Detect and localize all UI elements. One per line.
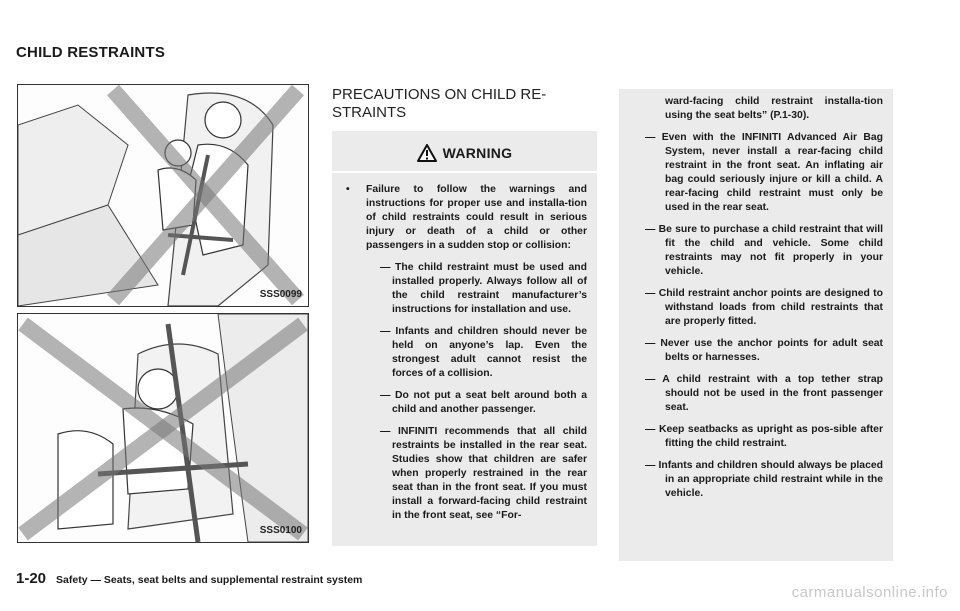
warning-subitem: — Infants and children should never be held on anyone’s lap. Even the strongest adult cannot resist the forces of a collision. [380,326,587,379]
warning-item: — A child restraint with a top tether strap should not be used in the front passenger seat. [645,374,883,413]
warning-subitem: — The child restraint must be used and installed properly. Always follow all of the child restraint manufacturer’s instructions for installation and use. [380,262,587,315]
warning-item: — Infants and children should always be placed in an appropriate child restraint while in the vehicle. [645,460,883,499]
continuation-text: ward-facing child restraint installa-tion using the seat belts” (P.1-30). [665,96,883,121]
warning-title: WARNING [442,145,513,161]
bullet-dot-icon: • [346,184,350,195]
figure-code: SSS0100 [259,525,302,536]
warning-continuation-box [619,89,893,561]
section-title: CHILD RESTRAINTS [16,44,166,61]
illustration-shared-seat-belt [17,313,309,543]
warning-item: — Keep seatbacks as upright as pos-sible after fitting the child restraint. [645,424,883,449]
warning-header [332,135,597,173]
warning-subitem: — INFINITI recommends that all child restraints be installed in the rear seat. Studies show that children are safer when properly restrained in the rear seat than in the front seat. If you must install a forward-facing child restraint in the front seat, see “For- [380,426,587,521]
warning-item: — Even with the INFINITI Advanced Air Bag System, never install a rear-facing child restraint in the front seat. An inflating air bag could seriously injure or kill a child. A rear-facing child restraint must only be used in the rear seat. [645,132,883,213]
figure-code: SSS0099 [259,289,302,300]
warning-bullet [344,183,587,253]
page-footer [16,570,362,587]
watermark: carmanualsonline.info [791,584,948,601]
footer-section-text: Safety — Seats, seat belts and supplemental restraint system [56,574,363,586]
illustration-child-on-lap-front-seat [17,84,309,307]
illustration-drawing [18,85,308,306]
warning-item: — Child restraint anchor points are designed to withstand loads from child restraints that are properly fitted. [645,288,883,327]
warning-triangle-icon [417,144,437,162]
warning-item: — Never use the anchor points for adult seat belts or harnesses. [645,338,883,363]
warning-item: — Be sure to purchase a child restraint that will fit the child and vehicle. Some child restraints may not fit properly in your vehicle. [645,224,883,277]
precautions-heading: PRECAUTIONS ON CHILD RE- STRAINTS [332,86,547,121]
warning-subitem: — Do not put a seat belt around both a child and another passenger. [380,390,587,415]
warning-bullet-text: Failure to follow the warnings and instructions for proper use and installa-tion of child restraints could result in serious injury or death of a child or other passengers in a sudden stop or collision: [366,184,587,251]
warning-box [332,131,597,546]
illustration-drawing [18,314,308,542]
page-number: 1-20 [16,570,47,587]
